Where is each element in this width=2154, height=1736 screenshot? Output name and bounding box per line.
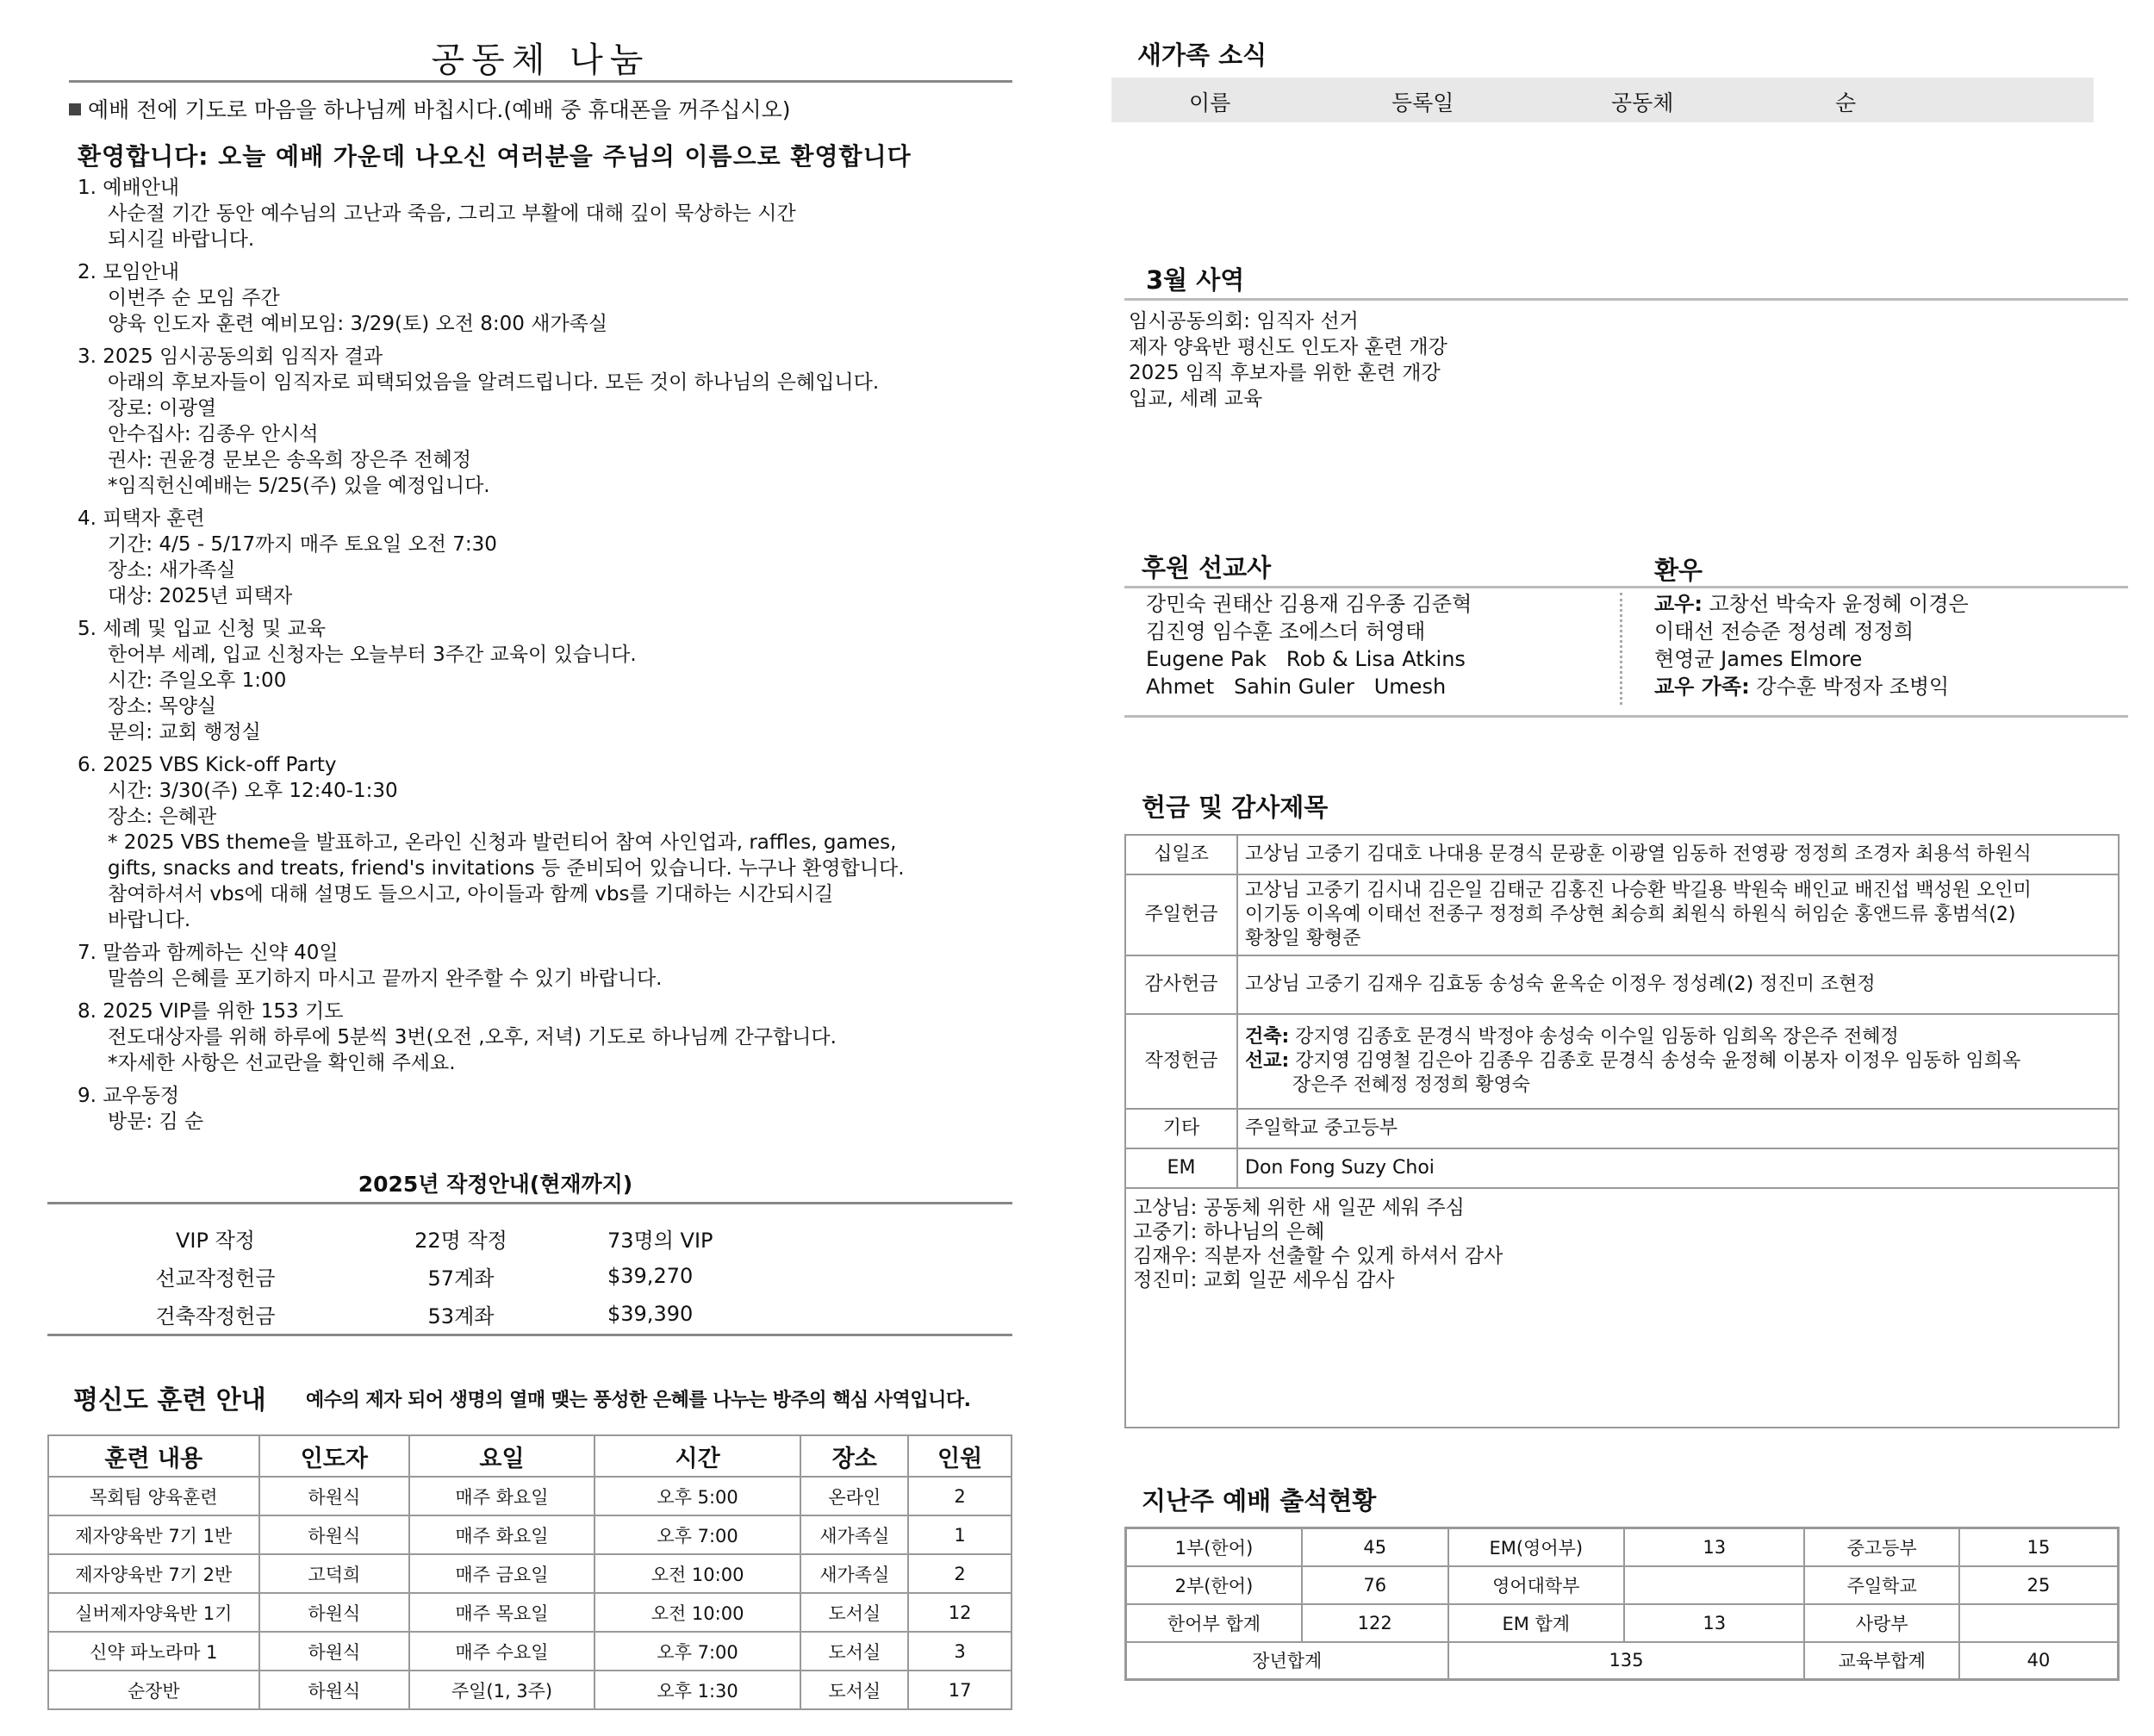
training-cell: 매주 화요일 <box>409 1515 595 1554</box>
missionary-line: Ahmet Sahin Guler Umesh <box>1146 675 1447 699</box>
attendance-title: 지난주 예배 출석현황 <box>1142 1486 1377 1515</box>
announcement-heading: 3. 2025 임시공동의회 임직자 결과 <box>78 345 383 368</box>
training-header-cell: 인도자 <box>259 1435 410 1477</box>
training-header-cell: 훈련 내용 <box>48 1435 259 1477</box>
announcement-line: 장소: 새가족실 <box>108 559 236 582</box>
attendance-cell: 45 <box>1302 1528 1448 1566</box>
missionary-line: 김진영 임수훈 조에스더 허영태 <box>1146 619 1426 644</box>
announcement-line: 기간: 4/5 - 5/17까지 매주 토요일 오전 7:30 <box>108 533 497 556</box>
offering-row <box>1125 1148 2119 1188</box>
march-title: 3월 사역 <box>1146 265 1245 295</box>
training-cell: 12 <box>908 1593 1012 1632</box>
missionary-title: 후원 선교사 <box>1142 553 1272 582</box>
announcement-line: gifts, snacks and treats, friend's invitations 등 준비되어 있습니다. 누구나 환영합니다. <box>108 857 905 880</box>
attendance-cell: 25 <box>1959 1566 2119 1604</box>
training-cell: 2 <box>908 1554 1012 1593</box>
attendance-cell: 40 <box>1959 1642 2119 1680</box>
training-header-cell: 장소 <box>800 1435 908 1477</box>
announcement-line: 시간: 주일오후 1:00 <box>108 669 287 692</box>
announcement-line: 방문: 김 순 <box>108 1111 204 1133</box>
missionary-top-rule <box>1124 586 2128 588</box>
announcement-line: 아래의 후보자들이 임직자로 피택되었음을 알려드립니다. 모든 것이 하나님의 은혜입니다. <box>108 371 880 394</box>
attendance-table <box>1124 1527 2120 1681</box>
announcement-item <box>78 506 1025 609</box>
pledge-cell: 22명 작정 <box>414 1228 507 1253</box>
announcement-item <box>78 752 1025 933</box>
new-family-header: 등록일 <box>1391 90 1454 115</box>
pledge-offering-line <box>1245 1025 2111 1049</box>
announcement-list <box>78 175 1025 1142</box>
attendance-row <box>1126 1604 2119 1642</box>
training-cell: 하원식 <box>259 1515 410 1554</box>
announcement-item <box>78 259 1025 337</box>
training-cell: 순장반 <box>48 1671 259 1709</box>
attendance-cell: 135 <box>1448 1642 1805 1680</box>
training-cell: 하원식 <box>259 1632 410 1671</box>
attendance-cell: 13 <box>1624 1604 1804 1642</box>
offering-label: EM <box>1125 1148 1237 1188</box>
training-cell: 하원식 <box>259 1477 410 1515</box>
training-cell: 매주 수요일 <box>409 1632 595 1671</box>
announcement-heading: 1. 예배안내 <box>78 177 180 199</box>
offering-names <box>1237 835 2119 874</box>
pledge-bottom-rule <box>47 1334 1012 1336</box>
attendance-cell: 교육부합계 <box>1804 1642 1958 1680</box>
training-cell: 온라인 <box>800 1477 908 1515</box>
announcement-line: 되시길 바랍니다. <box>108 228 255 251</box>
left-column <box>47 17 1012 1732</box>
announcement-heading: 6. 2025 VBS Kick-off Party <box>78 754 337 776</box>
pledge-offering-names: 강지영 김영철 김은아 김종우 김종호 문경식 송성숙 윤정혜 이봉자 이정우 임동하 임희옥 <box>1289 1050 2021 1072</box>
thanks-note: 김재우: 직분자 선출할 수 있게 하셔서 감사 <box>1133 1245 1503 1267</box>
thanks-note: 고중기: 하나님의 은혜 <box>1133 1221 1325 1243</box>
offering-line: 고상님 고중기 김재우 김효동 송성숙 윤옥순 이정우 정성례(2) 정진미 조현정 <box>1245 974 1876 995</box>
offering-label: 주일헌금 <box>1125 874 1237 955</box>
missionary-divider <box>1620 593 1622 705</box>
offering-label: 십일조 <box>1125 835 1237 874</box>
training-cell: 도서실 <box>800 1671 908 1709</box>
attendance-cell: 사랑부 <box>1804 1604 1958 1642</box>
sick-list <box>1654 590 1969 700</box>
training-cell: 신약 파노라마 1 <box>48 1632 259 1671</box>
attendance-row <box>1126 1528 2119 1566</box>
training-row <box>48 1477 1012 1515</box>
sick-names: 강수훈 박정자 조병익 <box>1749 675 1950 699</box>
training-row <box>48 1671 1012 1709</box>
training-cell: 제자양육반 7기 2반 <box>48 1554 259 1593</box>
pledge-row <box>47 1219 1012 1257</box>
sick-names: 이태선 전승준 정성례 정정희 <box>1654 619 1914 644</box>
pledge-cell: VIP 작정 <box>176 1228 255 1253</box>
announcement-heading: 7. 말씀과 함께하는 신약 40일 <box>78 942 339 964</box>
attendance-cell: EM 합계 <box>1448 1604 1625 1642</box>
announcement-item <box>78 940 1025 992</box>
attendance-cell: EM(영어부) <box>1448 1528 1625 1566</box>
announcement-line: 문의: 교회 행정실 <box>108 721 261 744</box>
sick-names: 현영균 James Elmore <box>1654 647 1863 671</box>
announcement-item <box>78 616 1025 745</box>
new-family-header: 이름 <box>1189 90 1231 115</box>
training-row <box>48 1554 1012 1593</box>
training-table <box>47 1434 1012 1710</box>
announcement-heading: 4. 피택자 훈련 <box>78 507 205 530</box>
offering-line: 주일학교 중고등부 <box>1245 1117 1398 1139</box>
announcement-line: 한어부 세례, 입교 신청자는 오늘부터 3주간 교육이 있습니다. <box>108 644 637 666</box>
new-family-header-bar <box>1111 78 2094 122</box>
training-cell: 도서실 <box>800 1593 908 1632</box>
offering-names <box>1237 955 2119 1014</box>
pledge-cell: 57계좌 <box>427 1266 495 1291</box>
page-title: 공동체 나눔 <box>431 40 651 80</box>
announcement-line: 장소: 은혜관 <box>108 806 217 828</box>
notice-text: 예배 전에 기도로 마음을 하나님께 바칩시다.(예배 중 휴대폰을 꺼주십시오) <box>88 97 791 122</box>
thanks-note: 고상님: 공동체 위한 새 일꾼 세워 주심 <box>1133 1197 1465 1219</box>
training-cell: 1 <box>908 1515 1012 1554</box>
offering-row <box>1125 874 2119 955</box>
welcome-heading: 환영합니다: 오늘 예배 가운데 나오신 여러분을 주님의 이름으로 환영합니다 <box>78 142 912 171</box>
attendance-cell: 13 <box>1624 1528 1804 1566</box>
pledge-offering-line <box>1245 1073 2111 1098</box>
offering-table <box>1124 834 2120 1428</box>
offering-names <box>1237 1109 2119 1148</box>
offering-row <box>1125 1014 2119 1109</box>
new-family-header: 공동체 <box>1611 90 1674 115</box>
training-cell: 매주 금요일 <box>409 1554 595 1593</box>
pledge-title: 2025년 작정안내(현재까지) <box>358 1172 633 1197</box>
announcement-line: 참여하셔서 vbs에 대해 설명도 들으시고, 아이들과 함께 vbs를 기대하는 시간되시길 <box>108 883 834 905</box>
missionary-bottom-rule <box>1124 715 2128 718</box>
pledge-cell: 선교작정헌금 <box>155 1266 276 1291</box>
missionary-list <box>1146 590 1472 700</box>
march-item: 입교, 세례 교육 <box>1129 388 1263 410</box>
pledge-offering-names: 강지영 김종호 문경식 박정야 송성숙 이수일 임동하 임희옥 장은주 전혜정 <box>1289 1026 1899 1048</box>
announcement-item <box>78 1083 1025 1135</box>
training-row <box>48 1593 1012 1632</box>
square-bullet-icon <box>69 103 81 115</box>
attendance-cell: 영어대학부 <box>1448 1566 1625 1604</box>
notice <box>69 93 791 124</box>
training-cell: 실버제자양육반 1기 <box>48 1593 259 1632</box>
pledge-cell: $39,270 <box>607 1264 694 1288</box>
training-cell: 오후 7:00 <box>595 1632 801 1671</box>
offering-label: 작정헌금 <box>1125 1014 1237 1109</box>
offering-line: Don Fong Suzy Choi <box>1245 1157 1435 1179</box>
training-cell: 오후 1:30 <box>595 1671 801 1709</box>
announcement-line: 권사: 권윤경 문보은 송옥희 장은주 전혜정 <box>108 449 472 471</box>
announcement-line: 사순절 기간 동안 예수님의 고난과 죽음, 그리고 부활에 대해 깊이 묵상하는 시간 <box>108 202 796 225</box>
offering-row <box>1125 835 2119 874</box>
training-cell: 매주 화요일 <box>409 1477 595 1515</box>
announcement-heading: 8. 2025 VIP를 위한 153 기도 <box>78 1000 344 1023</box>
sick-label: 교우: <box>1654 592 1703 616</box>
march-rule <box>1124 298 2128 301</box>
march-item: 제자 양육반 평신도 인도자 훈련 개강 <box>1129 336 1447 358</box>
training-cell: 고덕희 <box>259 1554 410 1593</box>
offering-line: 황창일 황형준 <box>1245 928 1361 949</box>
training-row <box>48 1632 1012 1671</box>
training-cell: 오전 10:00 <box>595 1554 801 1593</box>
training-cell: 새가족실 <box>800 1515 908 1554</box>
offering-line: 고상님 고중기 김시내 김은일 김태군 김홍진 나승환 박길용 박원숙 배인교 배진섭 백성원 오인미 <box>1245 880 2032 901</box>
training-title: 평신도 훈련 안내 <box>73 1385 266 1416</box>
missionary-line: 강민숙 권태산 김용재 김우종 김준혁 <box>1146 592 1472 616</box>
training-header-cell: 시간 <box>595 1435 801 1477</box>
attendance-cell: 한어부 합계 <box>1126 1604 1302 1642</box>
announcement-line: 바랍니다. <box>108 909 191 931</box>
march-item: 2025 임직 후보자를 위한 훈련 개강 <box>1129 362 1441 384</box>
attendance-cell: 1부(한어) <box>1126 1528 1302 1566</box>
pledge-cell: 53계좌 <box>427 1304 495 1328</box>
announcement-line: 말씀의 은혜를 포기하지 마시고 끝까지 완주할 수 있기 바랍니다. <box>108 968 663 990</box>
training-cell: 제자양육반 7기 1반 <box>48 1515 259 1554</box>
attendance-cell: 122 <box>1302 1604 1448 1642</box>
announcement-line: 이번주 순 모임 주간 <box>108 287 280 309</box>
offering-row <box>1125 955 2119 1014</box>
training-cell: 오후 5:00 <box>595 1477 801 1515</box>
attendance-cell: 2부(한어) <box>1126 1566 1302 1604</box>
sick-line <box>1654 645 1969 673</box>
right-column <box>1111 17 2128 1732</box>
sick-title: 환우 <box>1654 556 1703 585</box>
training-cell: 새가족실 <box>800 1554 908 1593</box>
attendance-cell: 15 <box>1959 1528 2119 1566</box>
offering-label: 감사헌금 <box>1125 955 1237 1014</box>
attendance-row <box>1126 1566 2119 1604</box>
offering-names <box>1237 1014 2119 1109</box>
training-cell: 오후 7:00 <box>595 1515 801 1554</box>
attendance-cell: 76 <box>1302 1566 1448 1604</box>
announcement-line: 장소: 목양실 <box>108 695 217 718</box>
training-header-cell: 인원 <box>908 1435 1012 1477</box>
pledge-cell: $39,390 <box>607 1302 694 1326</box>
pledge-top-rule <box>47 1202 1012 1204</box>
offering-line: 고상님 고중기 김대호 나대용 문경식 문광훈 이광열 임동하 전영광 정정희 조경자 최용석 하원식 <box>1245 843 2032 865</box>
sick-line <box>1654 590 1969 618</box>
pledge-table <box>47 1219 1012 1333</box>
announcement-heading: 2. 모임안내 <box>78 261 180 283</box>
offering-title: 헌금 및 감사제목 <box>1142 793 1329 822</box>
offering-notes-row <box>1125 1188 2119 1428</box>
training-cell: 목회팀 양육훈련 <box>48 1477 259 1515</box>
march-item: 임시공동의회: 임직자 선거 <box>1129 310 1359 333</box>
announcement-line: 대상: 2025년 피택자 <box>108 585 293 607</box>
sick-names: 고창선 박숙자 윤정혜 이경은 <box>1702 592 1969 616</box>
announcement-item <box>78 999 1025 1076</box>
offering-line: 이기동 이옥예 이태선 전종구 정정희 주상현 최승희 최원식 하원식 허임순 홍앤드류 홍범석(2) <box>1245 904 2016 925</box>
announcement-line: 전도대상자를 위해 하루에 5분씩 3번(오전 ,오후, 저녁) 기도로 하나님께 간구합니다. <box>108 1026 837 1048</box>
thanks-note: 정진미: 교회 일꾼 세우심 감사 <box>1133 1269 1395 1291</box>
training-cell: 도서실 <box>800 1632 908 1671</box>
pledge-offering-label: 건축: <box>1245 1026 1290 1048</box>
training-cell: 2 <box>908 1477 1012 1515</box>
pledge-offering-names: 장은주 전혜정 정정희 황영숙 <box>1292 1074 1531 1096</box>
attendance-total-row <box>1126 1642 2119 1680</box>
sick-label: 교우 가족: <box>1654 675 1750 699</box>
announcement-item <box>78 175 1025 252</box>
offering-notes <box>1125 1188 2119 1428</box>
new-family-header: 순 <box>1835 90 1857 115</box>
attendance-cell <box>1624 1566 1804 1604</box>
pledge-cell: 건축작정헌금 <box>155 1304 276 1328</box>
announcement-heading: 5. 세례 및 입교 신청 및 교육 <box>78 618 326 640</box>
attendance-cell: 장년합계 <box>1126 1642 1448 1680</box>
sick-line <box>1654 618 1969 645</box>
announcement-line: *자세한 사항은 선교란을 확인해 주세요. <box>108 1052 456 1074</box>
attendance-cell <box>1959 1604 2119 1642</box>
announcement-item <box>78 344 1025 499</box>
sick-line <box>1654 673 1969 700</box>
pledge-offering-line <box>1245 1049 2111 1073</box>
training-cell: 매주 목요일 <box>409 1593 595 1632</box>
new-family-title: 새가족 소식 <box>1137 40 1267 70</box>
missionary-line: Eugene Pak Rob & Lisa Atkins <box>1146 647 1466 671</box>
pledge-cell: 73명의 VIP <box>607 1228 713 1253</box>
announcement-heading: 9. 교우동정 <box>78 1085 180 1107</box>
march-ministry-list <box>1129 308 1447 412</box>
training-header-cell: 요일 <box>409 1435 595 1477</box>
training-cell: 3 <box>908 1632 1012 1671</box>
pledge-offering-label: 선교: <box>1245 1050 1290 1072</box>
offering-names <box>1237 1148 2119 1188</box>
pledge-row <box>47 1257 1012 1295</box>
training-cell: 하원식 <box>259 1593 410 1632</box>
announcement-line: * 2025 VBS theme을 발표하고, 온라인 신청과 발런티어 참여 사인업과, raffles, games, <box>108 831 897 854</box>
offering-row <box>1125 1109 2119 1148</box>
offering-label: 기타 <box>1125 1109 1237 1148</box>
training-cell: 주일(1, 3주) <box>409 1671 595 1709</box>
attendance-cell: 중고등부 <box>1804 1528 1958 1566</box>
announcement-line: 시간: 3/30(주) 오후 12:40-1:30 <box>108 780 398 802</box>
attendance-cell: 주일학교 <box>1804 1566 1958 1604</box>
title-divider <box>69 80 1012 83</box>
announcement-line: *임직헌신예배는 5/25(주) 있을 예정입니다. <box>108 475 490 497</box>
offering-names <box>1237 874 2119 955</box>
announcement-line: 양육 인도자 훈련 예비모임: 3/29(토) 오전 8:00 새가족실 <box>108 313 608 335</box>
training-row <box>48 1515 1012 1554</box>
training-cell: 17 <box>908 1671 1012 1709</box>
training-cell: 오전 10:00 <box>595 1593 801 1632</box>
training-subtitle: 예수의 제자 되어 생명의 열매 맺는 풍성한 은혜를 나누는 방주의 핵심 사역입니다. <box>306 1390 971 1411</box>
training-cell: 하원식 <box>259 1671 410 1709</box>
announcement-line: 장로: 이광열 <box>108 397 217 420</box>
pledge-row <box>47 1295 1012 1333</box>
announcement-line: 안수집사: 김종우 안시석 <box>108 423 319 445</box>
